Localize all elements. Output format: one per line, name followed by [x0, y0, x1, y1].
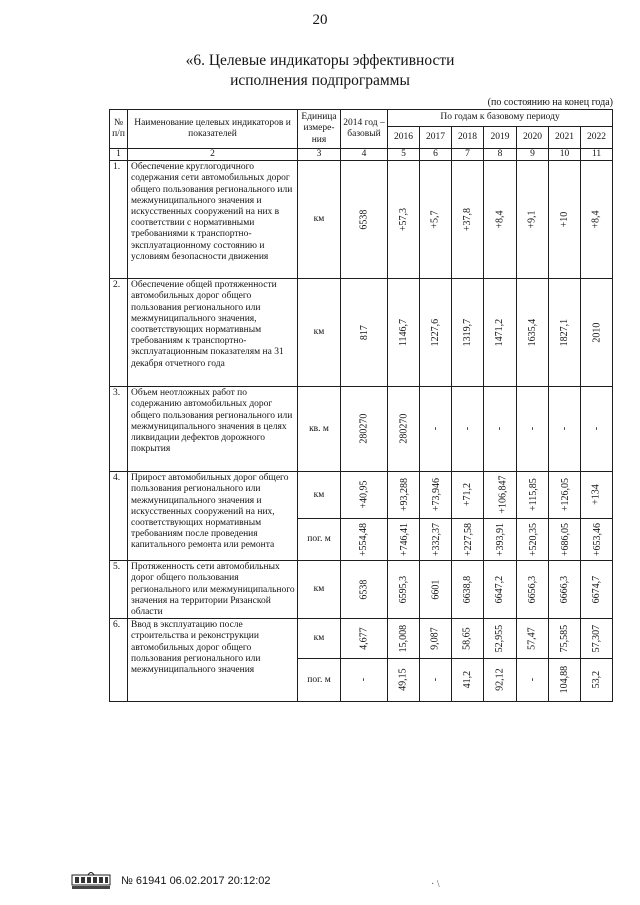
year-value-cell: [452, 472, 484, 519]
rotated-value: +37,8: [461, 207, 473, 231]
table-row: [110, 161, 613, 279]
rotated-value: +554,48: [358, 522, 370, 556]
title-line-1: «6. Целевые индикаторы эффективности: [185, 52, 455, 69]
rotated-value: -: [429, 678, 441, 682]
year-value-cell: [549, 561, 581, 619]
year-value-cell: [420, 472, 452, 519]
base-value-cell: [341, 519, 388, 561]
year-value-cell: [484, 619, 517, 659]
rotated-value: 280270: [358, 413, 370, 444]
rotated-value: 4,677: [358, 626, 370, 650]
year-value-cell: [484, 472, 517, 519]
rotated-value: +520,35: [527, 522, 539, 556]
year-value-cell: [484, 387, 517, 472]
row-number: 6.: [110, 619, 128, 702]
year-value-cell: [549, 519, 581, 561]
column-number: 5: [388, 149, 420, 161]
indicator-name: Объем неотложных работ по содержанию автомобильных дорог общего пользования регионального или межмуниципального значения в целях ликвидации дефектов дорожного покрытия: [128, 387, 298, 472]
indicator-name: Протяженность сети автомобильных дорог общего пользования регионального или межмуниципального значения на территории Рязанской области: [128, 561, 298, 619]
year-value-cell: [420, 279, 452, 387]
header-period: По годам к базовому периоду: [388, 110, 613, 127]
column-numbers-row: [110, 149, 613, 161]
rotated-value: -: [558, 427, 570, 431]
indicator-name: Прирост автомобильных дорог общего пользования регионального или межмуниципального значения и искусственных сооружений на них, соответствующих нормативным требованиям после проведения капитального ремонта или ремонта: [128, 472, 298, 561]
title-line-2: исполнения подпрограммы: [230, 72, 410, 89]
rotated-value: 75,585: [558, 624, 570, 652]
table-row: [110, 472, 613, 519]
year-value-cell: [517, 472, 549, 519]
year-value-cell: [581, 619, 613, 659]
rotated-value: 41,2: [461, 670, 473, 689]
year-value-cell: [517, 161, 549, 279]
indicator-name: Обеспечение круглогодичного содержания сети автомобильных дорог общего пользования регионального или межмуниципального значения и искусственных сооружений на них в соответствии с нормативными требованиями к транспортно-эксплуатационному состоянию и условиям безопасности движения: [128, 161, 298, 279]
year-value-cell: [388, 279, 420, 387]
as-of-note: (по состоянию на конец года): [487, 97, 613, 108]
year-value-cell: [420, 619, 452, 659]
unit-cell: кв. м: [298, 387, 341, 472]
rotated-value: 6538: [358, 579, 370, 600]
rotated-value: +5,7: [429, 210, 441, 229]
year-value-cell: [420, 561, 452, 619]
column-number: 11: [581, 149, 613, 161]
table-row: [110, 279, 613, 387]
header-year: 2022: [581, 127, 613, 149]
stray-mark: · \: [431, 879, 440, 890]
indicator-name: Ввод в эксплуатацию после строительства и реконструкции автомобильных дорог общего пользования регионального или межмуниципального значения: [128, 619, 298, 702]
rotated-value: -: [358, 678, 370, 682]
rotated-value: 6638,8: [461, 575, 473, 603]
rotated-value: 1146,7: [397, 318, 409, 346]
rotated-value: +653,46: [591, 522, 603, 556]
year-value-cell: [484, 561, 517, 619]
base-value-cell: [341, 561, 388, 619]
column-number: 6: [420, 149, 452, 161]
table-body: [110, 161, 613, 702]
rotated-value: +332,37: [430, 522, 442, 556]
column-number: 4: [341, 149, 388, 161]
column-number: 10: [549, 149, 581, 161]
rotated-value: 6601: [429, 579, 441, 600]
base-value-cell: [341, 161, 388, 279]
registration-number: № 61941 06.02.2017 20:12:02: [121, 874, 271, 887]
rotated-value: +9,1: [526, 210, 538, 229]
year-value-cell: [452, 161, 484, 279]
rotated-value: +71,2: [461, 483, 473, 507]
rotated-value: -: [494, 427, 506, 431]
rotated-value: -: [590, 427, 602, 431]
year-value-cell: [388, 519, 420, 561]
rotated-value: +746,41: [398, 522, 410, 556]
year-value-cell: [452, 659, 484, 702]
rotated-value: 9,087: [429, 626, 441, 650]
rotated-value: 58,65: [461, 626, 473, 650]
year-value-cell: [549, 472, 581, 519]
table-row: [110, 561, 613, 619]
rotated-value: 6656,3: [526, 575, 538, 603]
header-year: 2019: [484, 127, 517, 149]
rotated-value: 6538: [358, 209, 370, 230]
year-value-cell: [452, 387, 484, 472]
year-value-cell: [517, 561, 549, 619]
table-row: [110, 619, 613, 659]
year-value-cell: [388, 472, 420, 519]
year-value-cell: [484, 519, 517, 561]
rotated-value: 104,88: [558, 665, 570, 694]
rotated-value: +93,288: [398, 478, 410, 512]
rotated-value: 57,47: [526, 626, 538, 650]
year-value-cell: [388, 619, 420, 659]
year-value-cell: [581, 472, 613, 519]
year-value-cell: [581, 561, 613, 619]
rotated-value: 6647,2: [494, 575, 506, 603]
column-number: 7: [452, 149, 484, 161]
rotated-value: 57,307: [590, 624, 602, 652]
year-value-cell: [581, 279, 613, 387]
year-value-cell: [517, 619, 549, 659]
year-value-cell: [517, 659, 549, 702]
rotated-value: 6595,3: [397, 575, 409, 603]
base-value-cell: [341, 659, 388, 702]
rotated-value: -: [526, 678, 538, 682]
year-value-cell: [452, 561, 484, 619]
unit-cell: км: [298, 279, 341, 387]
row-number: 5.: [110, 561, 128, 619]
registry-logo-icon: [70, 868, 112, 893]
rotated-value: 2010: [590, 322, 602, 343]
year-value-cell: [420, 519, 452, 561]
year-value-cell: [388, 161, 420, 279]
year-value-cell: [452, 619, 484, 659]
row-number: 1.: [110, 161, 128, 279]
year-value-cell: [581, 161, 613, 279]
base-value-cell: [341, 472, 388, 519]
year-value-cell: [484, 161, 517, 279]
rotated-value: +126,05: [559, 478, 571, 512]
indicators-table: [109, 109, 613, 702]
year-value-cell: [581, 659, 613, 702]
rotated-value: +10: [558, 211, 570, 228]
unit-cell: пог. м: [298, 519, 341, 561]
year-value-cell: [549, 659, 581, 702]
column-number: 1: [110, 149, 128, 161]
rotated-value: 49,15: [397, 668, 409, 691]
rotated-value: 1227,6: [429, 318, 441, 346]
year-value-cell: [388, 659, 420, 702]
header-name: Наименование целевых индикаторов и показателей: [128, 110, 298, 149]
unit-cell: км: [298, 472, 341, 519]
column-number: 2: [128, 149, 298, 161]
year-value-cell: [581, 387, 613, 472]
page-title: [0, 51, 640, 91]
header-unit: Единица измере-ния: [298, 110, 341, 149]
rotated-value: -: [429, 427, 441, 431]
year-value-cell: [388, 387, 420, 472]
indicator-name: Обеспечение общей протяженности автомобильных дорог общего пользования регионального или межмуниципального значения, соответствующих нормативным требованиям к транспортно-эксплуатационным показателям на 31 декабря отчетного года: [128, 279, 298, 387]
year-value-cell: [517, 519, 549, 561]
column-number: 9: [517, 149, 549, 161]
rotated-value: 52,955: [494, 624, 506, 652]
rotated-value: +73,946: [430, 478, 442, 512]
rotated-value: +134: [590, 484, 602, 506]
year-value-cell: [420, 659, 452, 702]
column-number: 3: [298, 149, 341, 161]
header-year: 2020: [517, 127, 549, 149]
year-value-cell: [420, 161, 452, 279]
row-number: 2.: [110, 279, 128, 387]
rotated-value: +8,4: [590, 210, 602, 229]
row-number: 4.: [110, 472, 128, 561]
base-value-cell: [341, 387, 388, 472]
rotated-value: +106,847: [497, 475, 509, 514]
header-year: 2016: [388, 127, 420, 149]
rotated-value: 1635,4: [526, 318, 538, 346]
rotated-value: +8,4: [494, 210, 506, 229]
rotated-value: 92,12: [494, 668, 506, 691]
unit-cell: пог. м: [298, 659, 341, 702]
year-value-cell: [517, 279, 549, 387]
year-value-cell: [420, 387, 452, 472]
year-value-cell: [581, 519, 613, 561]
rotated-value: 6666,3: [558, 575, 570, 603]
registration-footer: [70, 868, 271, 893]
rotated-value: 1319,7: [461, 318, 473, 346]
header-no: № п/п: [110, 110, 128, 149]
year-value-cell: [388, 561, 420, 619]
rotated-value: +57,3: [397, 207, 409, 231]
year-value-cell: [484, 279, 517, 387]
rotated-value: +686,05: [559, 522, 571, 556]
rotated-value: +227,58: [462, 522, 474, 556]
rotated-value: 1471,2: [494, 318, 506, 346]
rotated-value: 1827,1: [558, 318, 570, 346]
year-value-cell: [549, 279, 581, 387]
unit-cell: км: [298, 561, 341, 619]
header-year: 2017: [420, 127, 452, 149]
year-value-cell: [484, 659, 517, 702]
year-value-cell: [452, 519, 484, 561]
header-year: 2021: [549, 127, 581, 149]
rotated-value: +115,85: [527, 478, 539, 512]
rotated-value: -: [526, 427, 538, 431]
rotated-value: 6674,7: [590, 575, 602, 603]
year-value-cell: [517, 387, 549, 472]
rotated-value: 817: [358, 324, 370, 340]
base-value-cell: [341, 279, 388, 387]
rotated-value: 280270: [397, 413, 409, 444]
rotated-value: +40,95: [358, 480, 370, 509]
year-value-cell: [452, 279, 484, 387]
year-value-cell: [549, 387, 581, 472]
header-base-year: 2014 год – базовый: [341, 110, 388, 149]
rotated-value: 15,008: [397, 624, 409, 652]
base-value-cell: [341, 619, 388, 659]
year-value-cell: [549, 619, 581, 659]
column-number: 8: [484, 149, 517, 161]
year-value-cell: [549, 161, 581, 279]
unit-cell: км: [298, 161, 341, 279]
header-year: 2018: [452, 127, 484, 149]
page-number: 20: [312, 12, 328, 28]
rotated-value: 53,2: [590, 670, 602, 689]
rotated-value: +393,91: [494, 522, 506, 556]
rotated-value: -: [461, 427, 473, 431]
row-number: 3.: [110, 387, 128, 472]
table-row: [110, 387, 613, 472]
unit-cell: км: [298, 619, 341, 659]
